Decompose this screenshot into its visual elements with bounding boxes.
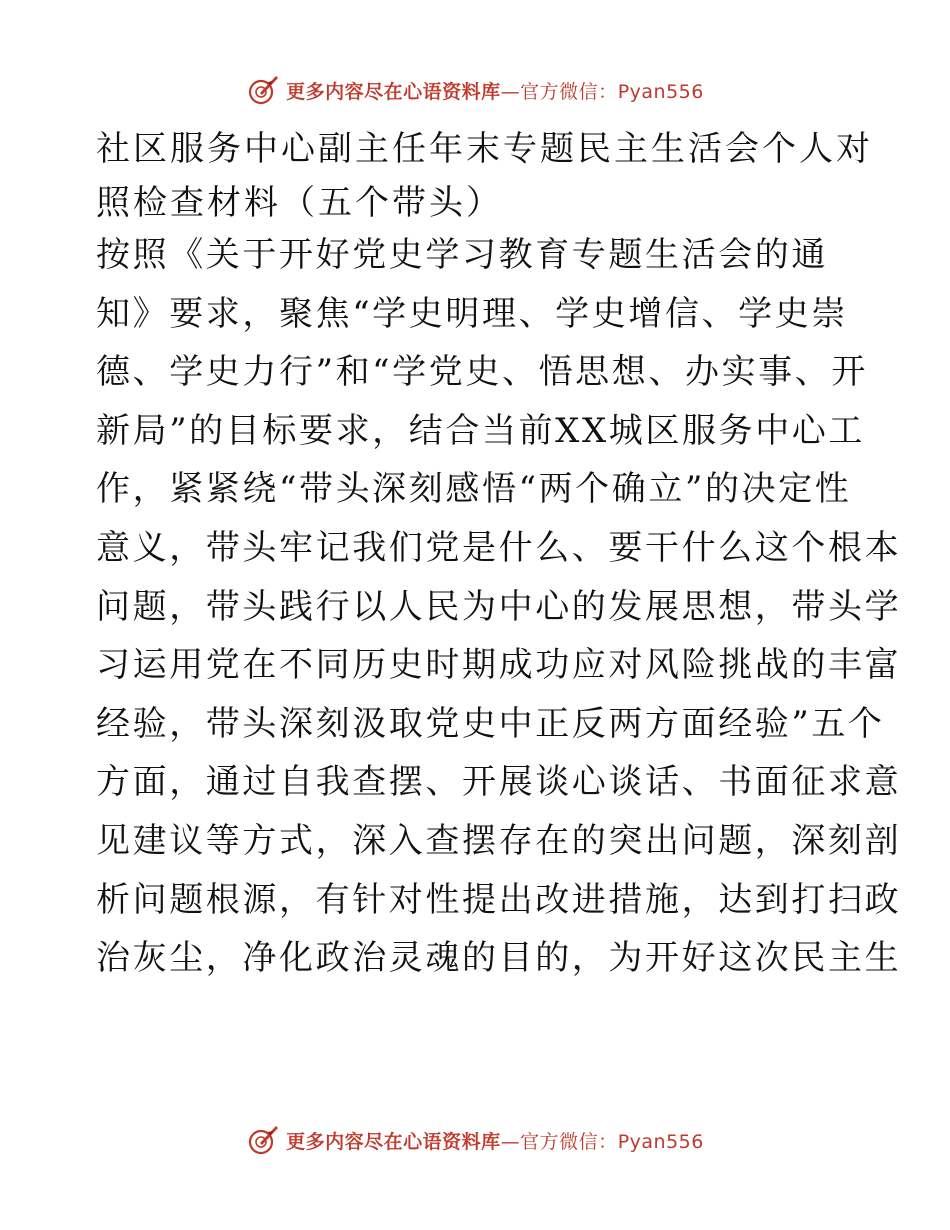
title-line: 社区服务中心副主任年末专题民主生活会个人对 xyxy=(96,129,873,169)
body-line: 习运用党在不同历史时期成功应对风险挑战的丰富 xyxy=(96,645,902,686)
body-line: 见建议等方式，深入查摆存在的突出问题，深刻剖 xyxy=(96,820,902,861)
body-line: 方面，通过自我查摆、开展谈心谈话、书面征求意 xyxy=(96,762,902,803)
footer-banner xyxy=(0,1120,950,1160)
body-line: 作，紧紧绕“带头深刻感悟“两个确立”的决定性 xyxy=(96,469,852,510)
body-line: 知》要求，聚焦“学史明理、学史增信、学史崇 xyxy=(96,293,848,334)
body-line: 经验，带头深刻汲取党史中正反两方面经验”五个 xyxy=(96,703,885,744)
banner-site-name: 更多内容尽在心语资料库 xyxy=(286,80,501,103)
banner-site-name: 更多内容尽在心语资料库 xyxy=(286,1130,501,1153)
body-line: 治灰尘，净化政治灵魂的目的，为开好这次民主生 xyxy=(96,938,902,979)
banner-wechat-id: Pyan556 xyxy=(617,80,704,103)
document-body xyxy=(96,226,902,988)
quill-logo-icon xyxy=(246,73,280,107)
banner-text xyxy=(286,77,704,104)
body-line: 问题，带头践行以人民为中心的发展思想，带头学 xyxy=(96,586,902,627)
quill-logo-icon xyxy=(246,1123,280,1157)
header-banner xyxy=(0,70,950,110)
body-line: 析问题根源，有针对性提出改进措施，达到打扫政 xyxy=(96,879,902,920)
banner-wechat-label: —官方微信： xyxy=(500,1130,618,1153)
banner-text xyxy=(286,1127,704,1154)
body-line: 德、学史力行”和“学党史、悟思想、办实事、开 xyxy=(96,352,868,393)
body-line: 新局”的目标要求，结合当前XX城区服务中心工 xyxy=(96,410,865,451)
body-line: 意义，带头牢记我们党是什么、要干什么这个根本 xyxy=(96,527,902,568)
banner-wechat-label: —官方微信： xyxy=(500,80,618,103)
title-line: 照检查材料（五个带头） xyxy=(96,183,503,223)
body-line: 按照《关于开好党史学习教育专题生活会的通 xyxy=(96,235,828,275)
banner-wechat-id: Pyan556 xyxy=(617,1130,704,1153)
document-title xyxy=(96,122,873,230)
